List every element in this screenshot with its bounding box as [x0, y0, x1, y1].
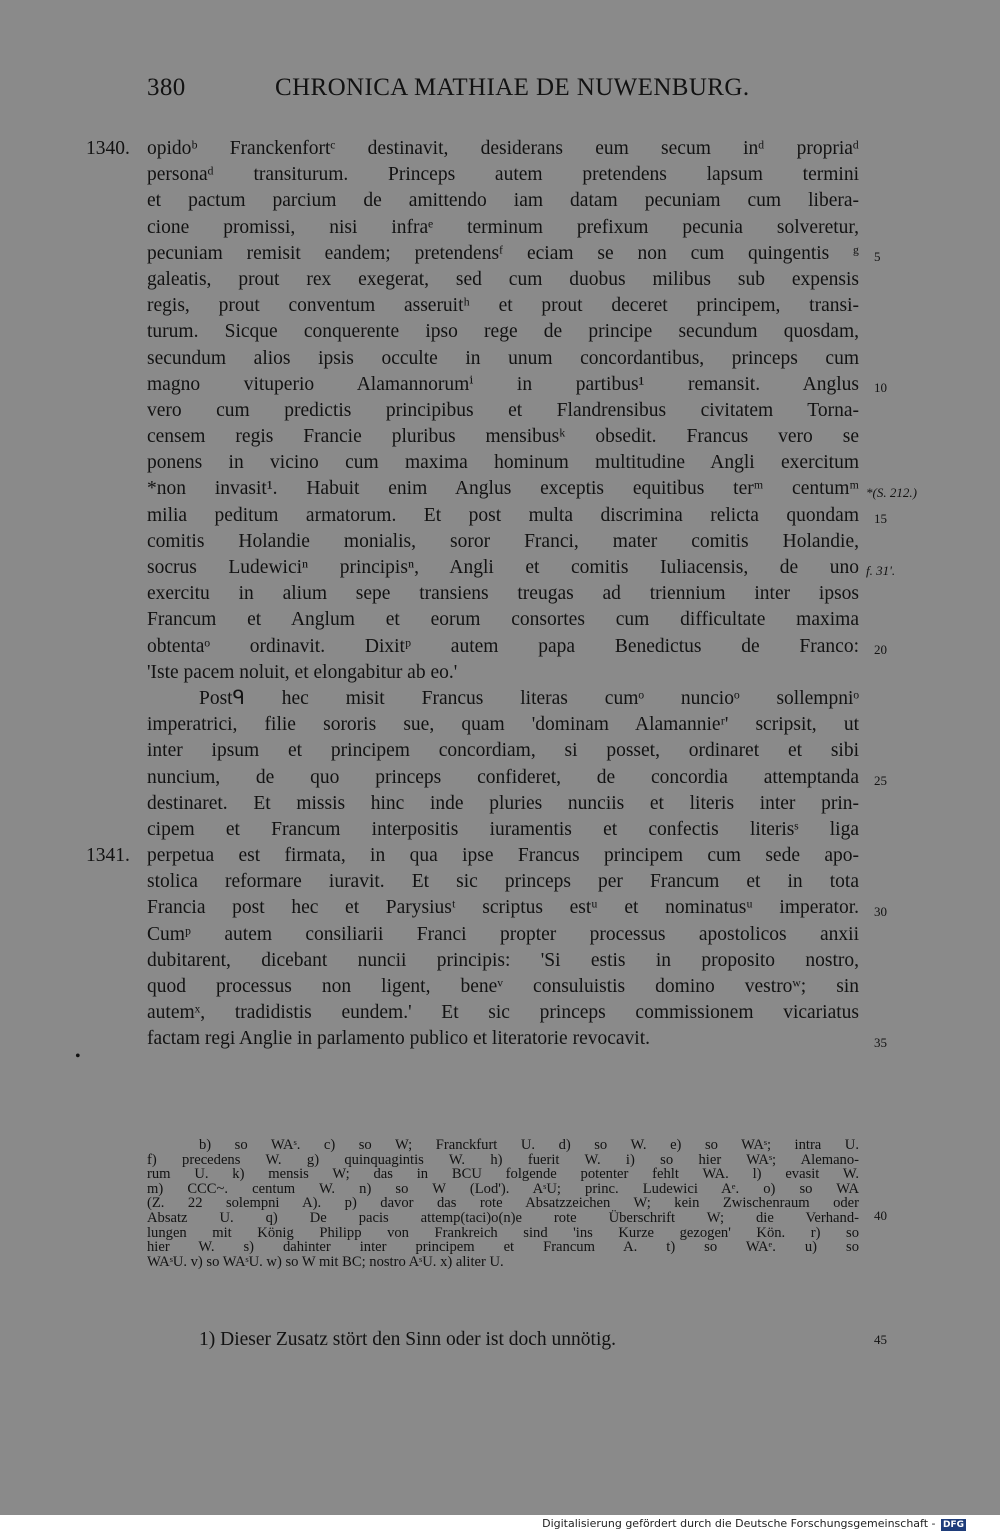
credit-text: Digitalisierung gefördert durch die Deutsche Forschungsgemeinschaft -	[542, 1517, 936, 1530]
manuscript-reference: *(S. 212.)	[866, 484, 917, 500]
text-line: pecuniam remisit eandem; pretendensᶠ eciam se non cum quingentis ᵍ	[147, 242, 859, 264]
text-line: regis, prout conventum asseruitʰ et prout deceret principem, transi-	[147, 295, 859, 317]
main-text	[147, 136, 859, 1053]
page-number: 380	[147, 74, 186, 101]
text-line: obtentaᵒ ordinavit. Dixitᵖ autem papa Benedictus de Franco:	[147, 635, 859, 657]
text-line: 'Iste pacem noluit, et elongabitur ab eo.'	[147, 661, 458, 683]
page-title: CHRONICA MATHIAE DE NUWENBURG.	[275, 74, 750, 101]
line-number: 5	[874, 248, 881, 264]
year-marker: 1340.	[86, 138, 130, 159]
variant-line-number: 40	[874, 1208, 887, 1223]
text-line: opidoᵇ Franckenfortᶜ destinavit, desiderans eum secum inᵈ propriaᵈ	[147, 138, 859, 159]
variant-note-line: f) precedens W. g) quinquagintis W. h) fuerit W. i) so hier WAˢ; Alemano-	[147, 1151, 859, 1168]
margin-mark: •	[75, 1048, 81, 1065]
text-line: secundum alios ipsis occulte in unum concordantibus, princeps cum	[147, 347, 859, 369]
line-number: 30	[874, 903, 887, 919]
variant-note-line: rum U. k) mensis W; das in BCU folgende potenter fehlt WA. l) evasit W.	[147, 1166, 859, 1183]
text-line: exercitu in alium sepe transiens treugas ad triennium inter ipsos	[147, 583, 859, 605]
text-line: galeatis, prout rex exegerat, sed cum duobus milibus sub expensis	[147, 268, 859, 290]
variant-notes	[147, 1138, 859, 1269]
footnote-line-number: 45	[874, 1332, 887, 1347]
line-number: 25	[874, 772, 887, 788]
text-line: turum. Sicque conquerente ipso rege de principe secundum quosdam,	[147, 321, 859, 343]
text-line: milia peditum armatorum. Et post multa discrimina relicta quondam	[147, 504, 859, 526]
text-line: Cumᵖ autem consiliarii Franci propter processus apostolicos anxii	[147, 923, 859, 945]
digitization-credit	[542, 1518, 966, 1531]
text-line: *non invasit¹. Habuit enim Anglus exceptis equitibus terᵐ centumᵐ	[147, 478, 859, 500]
line-number: 15	[874, 510, 887, 526]
text-line: factam regi Anglie in parlamento publico et literatorie revocavit.	[147, 1028, 651, 1050]
footnote: 1) Dieser Zusatz stört den Sinn oder ist doch unnötig.	[199, 1329, 617, 1350]
line-number: 20	[874, 641, 887, 657]
text-line: et pactum parcium de amittendo iam datam pecuniam cum libera-	[147, 190, 859, 212]
text-line: perpetua est firmata, in qua ipse Francus principem cum sede apo-	[147, 845, 859, 867]
line-number: 35	[874, 1034, 887, 1050]
variant-note-line: Absatz U. q) De pacis attemp(taci)o(n)e rote Überschrift W; die Verhand-	[147, 1209, 859, 1226]
variant-note-line: b) so WAˢ. c) so W; Franckfurt U. d) so W. e) so WAˢ; intra U.	[199, 1137, 859, 1153]
text-line: imperatrici, filie sororis sue, quam 'dominam Alamannieʳ' scripsit, ut	[147, 714, 859, 736]
text-line: quod processus non ligent, beneᵛ consuluistis domino vestroʷ; sin	[147, 976, 859, 997]
text-line: nuncium, de quo princeps confideret, de concordia attemptanda	[147, 766, 859, 788]
text-line: personaᵈ transiturum. Princeps autem pretendens lapsum termini	[147, 164, 859, 186]
running-head	[147, 74, 857, 110]
text-line: magno vituperio Alamannorumⁱ in partibus¹ remansit. Anglus	[147, 373, 859, 395]
variant-note-line: lungen mit König Philipp von Frankreich sind 'ins Kurze gezogen' Kön. r) so	[147, 1224, 859, 1241]
text-line: stolica reformare iuravit. Et sic princeps per Francum et in tota	[147, 871, 859, 893]
text-line: Francum et Anglum et eorum consortes cum difficultate maxima	[147, 609, 859, 631]
text-line: dubitarent, dicebant nuncii principis: 'Si estis in proposito nostro,	[147, 949, 859, 971]
text-line: autemˣ, tradidistis eundem.' Et sic princeps commissionem vicariatus	[147, 1002, 859, 1024]
text-line: cione promissi, nisi infraᵉ terminum prefixum pecunia solveretur,	[147, 216, 859, 238]
variant-note-line: (Z. 22 solempni A). p) davor das rote Absatzzeichen W; kein Zwischenraum oder	[147, 1195, 859, 1212]
variant-note-line: m) CCC~. centum W. n) so W (Lod'). AˢU; princ. Ludewici Aᵉ. o) so WA	[147, 1180, 859, 1197]
text-line: Francia post hec et Parysiusᵗ scriptus estᵘ et nominatusᵘ imperator.	[147, 897, 859, 919]
text-line: comitis Holandie monialis, soror Franci, mater comitis Holandie,	[147, 530, 859, 552]
text-line: ponens in vicino cum maxima hominum multitudine Angli exercitum	[147, 452, 859, 474]
dfg-logo: DFG	[942, 1520, 964, 1530]
text-line: inter ipsum et principem concordiam, si posset, ordinaret et sibi	[147, 740, 859, 762]
text-line: cipem et Francum interpositis iuramentis et confectis literisˢ liga	[147, 818, 859, 840]
line-number: 10	[874, 379, 887, 395]
text-line: destinaret. Et missis hinc inde pluries nunciis et literis inter prin-	[147, 792, 859, 814]
manuscript-reference: f. 31'.	[866, 563, 896, 579]
text-line: censem regis Francie pluribus mensibusᵏ obsedit. Francus vero se	[147, 426, 859, 448]
variant-note-line: WAˢU. v) so WAˢU. w) so W mit BC; nostro AˢU. x) aliter U.	[147, 1253, 504, 1270]
text-line: vero cum predictis principibus et Flandrensibus civitatem Torna-	[147, 399, 859, 421]
text-line: socrus Ludewiciⁿ principisⁿ, Angli et comitis Iuliacensis, de uno	[147, 557, 859, 578]
year-marker: 1341.	[86, 845, 130, 867]
variant-note-line: hier W. s) dahinter inter principem et Francum A. t) so WAᵉ. u) so	[147, 1239, 859, 1256]
text-line: Postᑫ hec misit Francus literas cumᵒ nuncioᵒ sollempniᵒ	[199, 687, 859, 709]
